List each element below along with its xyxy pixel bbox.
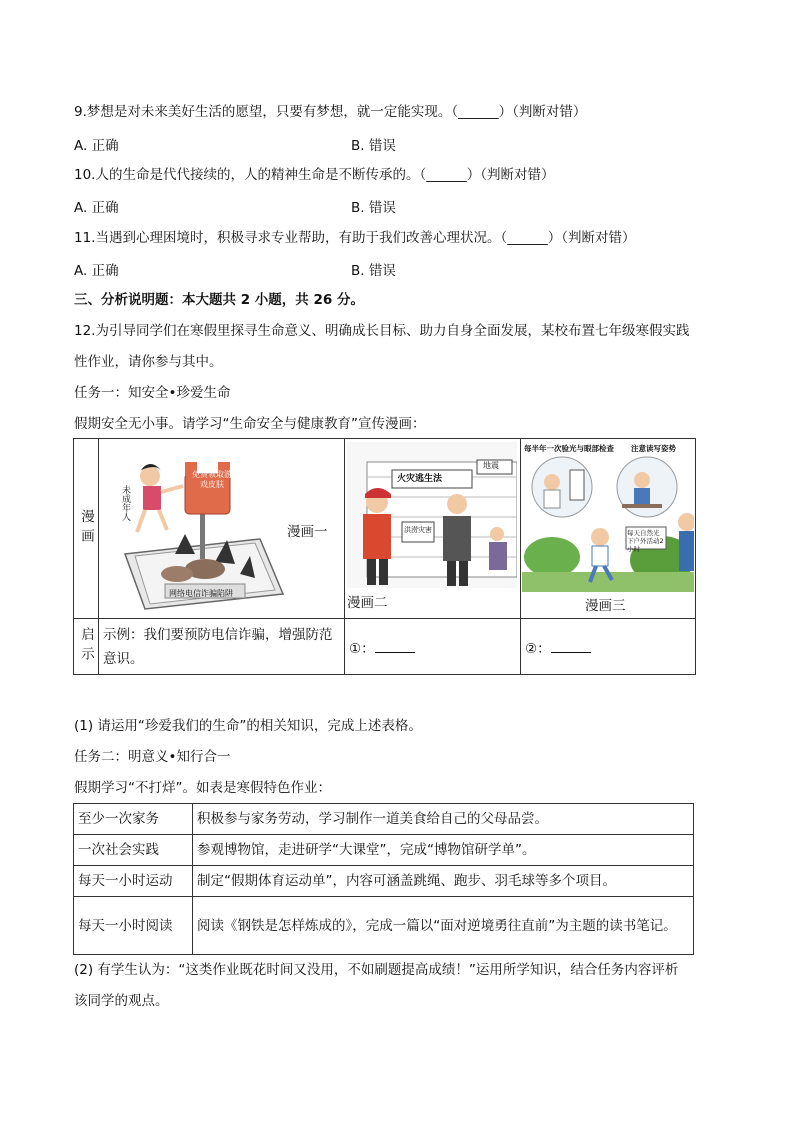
insight-blank-2-label: ②： (525, 640, 551, 657)
task-2-title: 任务二：明意义•知行合一 (74, 749, 231, 765)
insight-blank-1-cell[interactable] (345, 619, 521, 675)
comic-3-outdoor-sign: 每天自然光下户外活动2小时 (627, 528, 664, 553)
comic-2-cell (345, 439, 521, 619)
homework-item: 至少一次家务 (74, 804, 193, 835)
comic-3-illustration (522, 442, 694, 592)
homework-item: 每天一小时运动 (74, 866, 193, 897)
insight-blank-1-label: ①： (349, 640, 375, 657)
comic-1-minor-label: 未成年人 (120, 484, 130, 521)
question-11-option-a[interactable]: A. 正确 (74, 263, 119, 279)
comic-3-cell (521, 439, 696, 619)
comic-table (73, 438, 696, 675)
task-1-intro: 假期安全无小事。请学习“生命安全与健康教育”宣传漫画： (74, 416, 426, 432)
insight-row-label: 启示 (78, 627, 94, 666)
comic-3-caption: 漫画三 (585, 597, 626, 614)
comic-1-caption: 漫画一 (287, 523, 328, 540)
homework-description: 积极参与家务劳动，学习制作一道美食给自己的父母品尝。 (193, 804, 694, 835)
comic-row-label: 漫画 (78, 509, 94, 548)
sub-question-2-line1: (2) 有学生认为：“这类作业既花时间又没用，不如刷题提高成绩！”运用所学知识，结合任务内容评析 (74, 962, 679, 978)
insight-row-label-cell (74, 619, 99, 675)
question-11-stem: 11.当遇到心理困境时，积极寻求专业帮助，有助于我们改善心理状况。（______）（判断对错） (74, 230, 636, 246)
insight-blank-2-cell[interactable] (521, 619, 696, 675)
comic-2-flood-paper: 洪涝灾害 (404, 525, 432, 534)
comic-2-caption: 漫画二 (347, 594, 388, 611)
insight-example: 示例：我们要预防电信诈骗，增强防范意识。 (99, 619, 345, 675)
question-10-stem: 10.人的生命是代代接续的，人的精神生命是不断传承的。（______）（判断对错） (74, 167, 555, 183)
comic-3-eye-check-label: 每半年一次验光与眼部检查 (524, 443, 614, 453)
question-12-intro-line2: 性作业，请你参与其中。 (74, 354, 223, 370)
sub-question-2-line2: 该同学的观点。 (74, 993, 169, 1009)
comic-1-trap-label: 网络电信诈骗陷阱 (169, 588, 233, 598)
homework-description: 制定“假期体育运动单”，内容可涵盖跳绳、跑步、羽毛球等多个项目。 (193, 866, 694, 897)
homework-description: 阅读《钢铁是怎样炼成的》，完成一篇以“面对逆境勇往直前”为主题的读书笔记。 (193, 897, 694, 955)
comic-3-posture-label: 注意读写姿势 (631, 443, 676, 453)
comic-1-sign: 免费领取游戏皮肤 (192, 469, 232, 489)
task-1-title: 任务一：知安全•珍爱生命 (74, 385, 231, 401)
homework-item: 一次社会实践 (74, 835, 193, 866)
question-12-intro-line1: 12.为引导同学们在寒假里探寻生命意义、明确成长目标、助力自身全面发展，某校布置七年级寒假实践 (74, 323, 690, 339)
task-2-intro: 假期学习“不打烊”。如表是寒假特色作业： (74, 780, 331, 796)
sub-question-1: (1) 请运用“珍爱我们的生命”的相关知识，完成上述表格。 (74, 718, 422, 734)
question-9-stem: 9.梦想是对未来美好生活的愿望，只要有梦想，就一定能实现。（______）（判断对错） (74, 104, 587, 120)
insight-blank-2[interactable] (551, 652, 591, 653)
comic-row-label-cell (74, 439, 99, 619)
question-10-option-b[interactable]: B. 错误 (351, 200, 396, 216)
insight-blank-1[interactable] (375, 652, 415, 653)
homework-table (73, 803, 694, 955)
question-10-option-a[interactable]: A. 正确 (74, 200, 119, 216)
question-9-option-a[interactable]: A. 正确 (74, 138, 119, 154)
homework-description: 参观博物馆，走进研学“大课堂”，完成“博物馆研学单”。 (193, 835, 694, 866)
question-9-option-b[interactable]: B. 错误 (351, 138, 396, 154)
homework-item: 每天一小时阅读 (74, 897, 193, 955)
comic-2-earthquake-tag: 地震 (483, 460, 499, 470)
question-11-option-b[interactable]: B. 错误 (351, 263, 396, 279)
section-3-heading: 三、分析说明题：本大题共 2 小题，共 26 分。 (74, 292, 364, 308)
comic-1-cell (99, 439, 345, 619)
comic-2-board-title: 火灾逃生法 (397, 473, 443, 484)
